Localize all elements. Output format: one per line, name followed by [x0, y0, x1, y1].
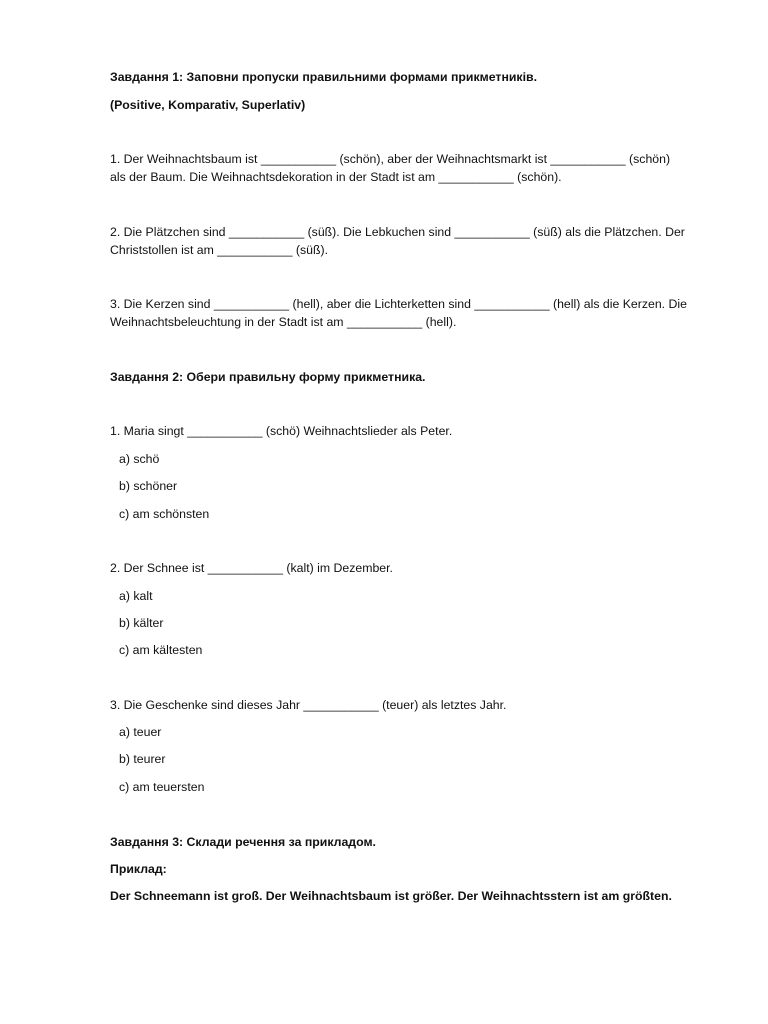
task3-example-label: Приклад: [110, 862, 167, 876]
task2-question-2: 2. Der Schnee ist ___________ (kalt) im Dezember. [110, 561, 393, 575]
task2-question-1: 1. Maria singt ___________ (schö) Weihnachtslieder als Peter. [110, 424, 453, 438]
task2-question-3-option-a: a) teuer [119, 725, 162, 739]
task2-question-1-option-b: b) schöner [119, 479, 178, 493]
task1-item-2-line-2: Christstollen ist am ___________ (süß). [110, 243, 329, 257]
task2-question-2-option-c: c) am kältesten [119, 643, 203, 657]
task2-question-3-option-c: c) am teuersten [119, 780, 205, 794]
task2-question-3-option-b: b) teurer [119, 752, 166, 766]
task1-item-1-line-2: als der Baum. Die Weihnachtsdekoration in der Stadt ist am ___________ (schön). [110, 170, 562, 184]
task3-example-text: Der Schneemann ist groß. Der Weihnachtsbaum ist größer. Der Weihnachtsstern ist am größten. [110, 889, 672, 903]
task2-question-2-option-a: a) kalt [119, 589, 153, 603]
task1-item-2-line-1: 2. Die Plätzchen sind ___________ (süß). Die Lebkuchen sind ___________ (süß) als die Plätzchen. Der [110, 225, 685, 239]
task1-subheading: (Positive, Komparativ, Superlativ) [110, 98, 306, 112]
task2-question-1-option-a: a) schö [119, 452, 160, 466]
task1-heading: Завдання 1: Заповни пропуски правильними формами прикметників. [110, 70, 537, 84]
task1-item-3-line-1: 3. Die Kerzen sind ___________ (hell), aber die Lichterketten sind ___________ (hell) als die Kerzen. Die [110, 297, 687, 311]
task2-question-2-option-b: b) kälter [119, 616, 164, 630]
task1-item-1-line-1: 1. Der Weihnachtsbaum ist ___________ (schön), aber der Weihnachtsmarkt ist ___________ (schön) [110, 152, 671, 166]
task2-question-3: 3. Die Geschenke sind dieses Jahr ___________ (teuer) als letztes Jahr. [110, 698, 507, 712]
task2-heading: Завдання 2: Обери правильну форму прикметника. [110, 370, 426, 384]
task3-heading: Завдання 3: Склади речення за прикладом. [110, 835, 376, 849]
task1-item-3-line-2: Weihnachtsbeleuchtung in der Stadt ist am ___________ (hell). [110, 315, 457, 329]
task2-question-1-option-c: c) am schönsten [119, 507, 210, 521]
